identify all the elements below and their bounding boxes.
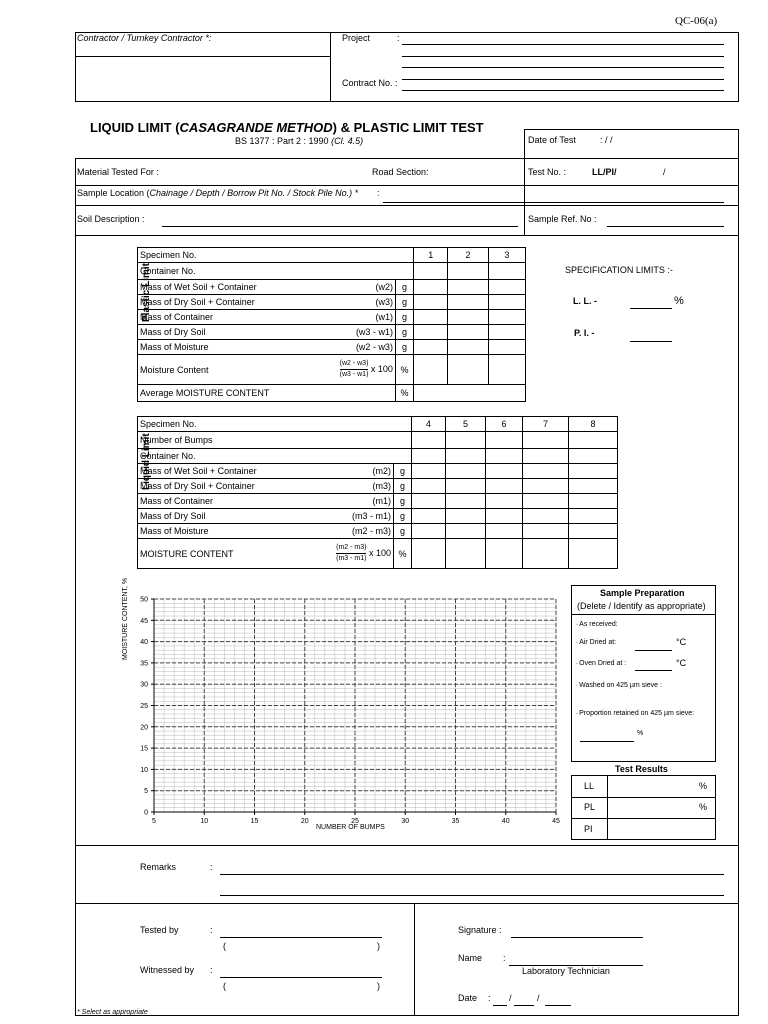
y-tick-label: 20 xyxy=(140,724,148,732)
washed-label: ◦ Washed on 425 µm sieve : xyxy=(576,682,662,689)
lab-tech-label: Laboratory Technician xyxy=(522,966,610,976)
tested-by-field[interactable] xyxy=(220,937,382,938)
witnessed-by-field[interactable] xyxy=(220,977,382,978)
contract-no-label: Contract No. : xyxy=(342,78,398,88)
pl-cell[interactable] xyxy=(488,263,525,280)
pl-row-unit: g xyxy=(395,310,413,325)
tested-by-paren-close: ) xyxy=(377,941,380,951)
pl-row-sym: (w2 - w3) xyxy=(311,340,396,355)
ll-cell[interactable] xyxy=(569,524,618,539)
tested-by-colon: : xyxy=(210,925,213,935)
pl-cell[interactable] xyxy=(488,340,525,355)
pl-moisture-formula: $\frac{(w2 - w3)}{(w3 - w1)}$ x 100 xyxy=(311,355,396,385)
ll-cell[interactable] xyxy=(523,509,569,524)
tested-by-label: Tested by xyxy=(140,925,179,935)
sample-location-field[interactable] xyxy=(383,202,724,203)
contractor-label: Contractor / Turnkey Contractor *: xyxy=(77,33,212,43)
moisture-vs-bumps-chart xyxy=(110,575,570,840)
ll-moisture-label: MOISTURE CONTENT xyxy=(138,539,306,569)
y-tick-label: 50 xyxy=(140,596,148,604)
pl-row-label: Container No. xyxy=(138,263,311,280)
ll-cell[interactable] xyxy=(412,449,446,464)
pl-row-sym: (w3) xyxy=(311,295,396,310)
doc-code: QC-06(a) xyxy=(675,15,718,27)
ll-cell[interactable] xyxy=(446,539,486,569)
ll-row-label: Number of Bumps xyxy=(138,432,412,449)
ll-row-sym: (m1) xyxy=(306,494,394,509)
air-dried-unit: °C xyxy=(676,637,687,647)
y-tick-label: 5 xyxy=(144,788,148,796)
oven-dried-unit: °C xyxy=(676,658,687,668)
project-colon: : xyxy=(397,33,400,43)
y-tick-label: 30 xyxy=(140,681,148,689)
date-slash-2: / xyxy=(537,993,540,1003)
x-tick-label: 5 xyxy=(152,818,156,825)
air-dried-label: ◦ Air Dried at: xyxy=(576,639,617,646)
ll-cell[interactable] xyxy=(412,464,446,479)
plastic-limit-table xyxy=(137,247,526,402)
pl-cell[interactable] xyxy=(488,355,525,385)
sample-prep-subtitle: (Delete / Identify as appropriate) xyxy=(577,601,706,611)
specimen-label: Specimen No. xyxy=(138,248,414,263)
x-tick-label: 10 xyxy=(200,818,209,825)
ll-cell[interactable] xyxy=(446,509,486,524)
y-tick-label: 40 xyxy=(140,639,148,647)
result-ll-unit: % xyxy=(699,781,708,791)
ll-cell[interactable] xyxy=(569,479,618,494)
pl-average-unit: % xyxy=(395,385,413,402)
chart-xlabel: NUMBER OF BUMPS xyxy=(316,824,385,831)
date-year-field[interactable] xyxy=(545,1005,571,1006)
ll-cell[interactable] xyxy=(523,479,569,494)
ll-row-unit: g xyxy=(394,524,412,539)
ll-cell[interactable] xyxy=(412,524,446,539)
ll-cell[interactable] xyxy=(569,494,618,509)
chart-ylabel: MOISTURE CONTENT, % xyxy=(122,577,129,660)
sample-location-label: Sample Location (Chainage / Depth / Borrow Pit No. / Stock Pile No.) * xyxy=(77,188,359,198)
remarks-colon: : xyxy=(210,862,213,872)
ll-row-label: Mass of Moisture xyxy=(138,524,306,539)
ll-cell[interactable] xyxy=(446,432,486,449)
ll-cell[interactable] xyxy=(569,464,618,479)
ll-row-label: Mass of Wet Soil + Container xyxy=(138,464,306,479)
ll-cell[interactable] xyxy=(486,432,523,449)
spec-ll-field[interactable] xyxy=(630,308,672,309)
sample-ref-label: Sample Ref. No : xyxy=(528,214,597,224)
ll-cell[interactable] xyxy=(523,539,569,569)
tested-by-paren-open: ( xyxy=(223,941,226,951)
pl-cell[interactable] xyxy=(414,295,448,310)
pl-cell[interactable] xyxy=(488,310,525,325)
ll-cell[interactable] xyxy=(446,494,486,509)
ll-moisture-formula: $\frac{(m2 - m3)}{(m3 - m1)}$ x 100 xyxy=(306,539,394,569)
page-title: LIQUID LIMIT (CASAGRANDE METHOD) & PLASTIC LIMIT TEST xyxy=(90,120,484,135)
signature-label: Signature : xyxy=(458,925,502,935)
y-tick-label: 25 xyxy=(140,703,148,710)
ll-row-unit: g xyxy=(394,464,412,479)
x-tick-label: 35 xyxy=(451,818,460,825)
ll-cell[interactable] xyxy=(446,449,486,464)
pl-cell[interactable] xyxy=(448,325,488,340)
ll-cell[interactable] xyxy=(486,449,523,464)
ll-cell[interactable] xyxy=(569,449,618,464)
ll-cell[interactable] xyxy=(569,539,618,569)
ll-cell[interactable] xyxy=(486,464,523,479)
ll-specimen-label: Specimen No. xyxy=(138,417,412,432)
witnessed-by-label: Witnessed by xyxy=(140,965,195,975)
result-pl-unit: % xyxy=(699,802,708,812)
date-slash-1: / xyxy=(509,993,512,1003)
pl-cell[interactable] xyxy=(448,280,488,295)
spec-ll-unit: % xyxy=(674,295,684,307)
sample-location-colon: : xyxy=(377,188,380,198)
liquid-limit-table xyxy=(137,416,618,569)
specimen-2: 2 xyxy=(448,248,488,263)
test-results-title: Test Results xyxy=(615,764,668,774)
pl-row-sym xyxy=(311,263,396,280)
x-tick-label: 40 xyxy=(501,818,510,825)
pl-row-label: Mass of Dry Soil + Container xyxy=(138,295,311,310)
ll-cell[interactable] xyxy=(569,432,618,449)
specimen-8: 8 xyxy=(569,417,618,432)
pl-row-unit: g xyxy=(395,325,413,340)
liquid-limit-side-label: Liquid Limit xyxy=(141,433,152,490)
as-received-label: ◦ As received: xyxy=(576,621,618,628)
date-of-test-field[interactable]: : / / xyxy=(600,135,613,145)
specimen-5: 5 xyxy=(446,417,486,432)
road-section-label: Road Section: xyxy=(372,167,429,177)
test-no-slash: / xyxy=(663,167,666,177)
ll-row-sym: (m2) xyxy=(306,464,394,479)
pl-average-cell[interactable] xyxy=(414,385,526,402)
ll-cell[interactable] xyxy=(523,494,569,509)
ll-row-sym: (m3 - m1) xyxy=(306,509,394,524)
spec-ll-label: L. L. - xyxy=(573,296,597,306)
ll-cell[interactable] xyxy=(486,494,523,509)
specimen-3: 3 xyxy=(488,248,525,263)
ll-cell[interactable] xyxy=(486,539,523,569)
proportion-label: ◦ Proportion retained on 425 µm sieve: xyxy=(576,710,695,717)
pl-row-sym: (w1) xyxy=(311,310,396,325)
pl-average-label: Average MOISTURE CONTENT xyxy=(138,385,396,402)
ll-cell[interactable] xyxy=(446,464,486,479)
page-subtitle: BS 1377 : Part 2 : 1990 (Cl. 4.5) xyxy=(235,136,364,146)
y-tick-label: 10 xyxy=(140,766,148,774)
specimen-6: 6 xyxy=(486,417,523,432)
pl-row-sym: (w2) xyxy=(311,280,396,295)
ll-cell[interactable] xyxy=(446,479,486,494)
pl-row-label: Mass of Moisture xyxy=(138,340,311,355)
pl-cell[interactable] xyxy=(414,325,448,340)
project-label: Project xyxy=(342,33,371,43)
remarks-label: Remarks xyxy=(140,862,177,872)
ll-cell[interactable] xyxy=(523,464,569,479)
oven-dried-label: ◦ Oven Dried at : xyxy=(576,660,627,667)
signature-field[interactable] xyxy=(511,937,643,938)
spec-pi-label: P. I. - xyxy=(574,328,595,338)
ll-row-label: Mass of Dry Soil + Container xyxy=(138,479,306,494)
pl-row-label: Mass of Container xyxy=(138,310,311,325)
ll-row-sym: (m3) xyxy=(306,479,394,494)
test-no-value: LL/PI/ xyxy=(592,167,617,177)
air-dried-field[interactable] xyxy=(635,650,672,651)
date-month-field[interactable] xyxy=(514,1005,534,1006)
pl-cell[interactable] xyxy=(488,280,525,295)
x-tick-label: 30 xyxy=(401,818,410,825)
pl-cell[interactable] xyxy=(414,310,448,325)
ll-cell[interactable] xyxy=(412,432,446,449)
remarks-line-2[interactable] xyxy=(220,895,724,896)
ll-row-label: Mass of Container xyxy=(138,494,306,509)
proportion-field[interactable] xyxy=(580,741,634,742)
x-tick-label: 45 xyxy=(552,818,560,825)
pl-cell[interactable] xyxy=(448,310,488,325)
plastic-limit-side-label: Plastic Limit xyxy=(141,263,152,322)
pl-row-label: Mass of Wet Soil + Container xyxy=(138,280,311,295)
pl-cell[interactable] xyxy=(414,263,448,280)
pl-moisture-unit: % xyxy=(395,355,413,385)
ll-cell[interactable] xyxy=(412,509,446,524)
ll-cell[interactable] xyxy=(523,449,569,464)
pl-row-unit: g xyxy=(395,340,413,355)
pl-cell[interactable] xyxy=(448,295,488,310)
ll-cell[interactable] xyxy=(486,524,523,539)
y-tick-label: 45 xyxy=(140,617,148,625)
pl-cell[interactable] xyxy=(488,295,525,310)
pl-moisture-label: Moisture Content xyxy=(138,355,311,385)
pl-cell[interactable] xyxy=(414,280,448,295)
soil-description-label: Soil Description : xyxy=(77,214,145,224)
sample-prep-box xyxy=(571,585,716,762)
ll-row-unit: g xyxy=(394,494,412,509)
result-pi-label: PI xyxy=(584,824,593,834)
material-tested-label: Material Tested For : xyxy=(77,167,159,177)
ll-row-unit: g xyxy=(394,479,412,494)
pl-row-label: Mass of Dry Soil xyxy=(138,325,311,340)
ll-cell[interactable] xyxy=(523,524,569,539)
sample-ref-field[interactable] xyxy=(607,226,724,227)
specimen-4: 4 xyxy=(412,417,446,432)
witnessed-by-paren-close: ) xyxy=(377,981,380,991)
date-label: Date xyxy=(458,993,478,1003)
date-day-field[interactable] xyxy=(493,1005,507,1006)
ll-cell[interactable] xyxy=(486,479,523,494)
result-pl-label: PL xyxy=(584,802,596,812)
ll-row-unit: g xyxy=(394,509,412,524)
pl-row-unit: g xyxy=(395,280,413,295)
pl-row-unit: g xyxy=(395,295,413,310)
pl-cell[interactable] xyxy=(414,355,448,385)
spec-limits-title: SPECIFICATION LIMITS :- xyxy=(565,265,673,275)
sample-prep-title: Sample Preparation xyxy=(600,588,685,598)
witnessed-by-colon: : xyxy=(210,965,213,975)
pl-row-sym: (w3 - w1) xyxy=(311,325,396,340)
result-ll-label: LL xyxy=(584,781,595,791)
witnessed-by-paren-open: ( xyxy=(223,981,226,991)
proportion-unit: % xyxy=(637,730,644,737)
x-tick-label: 15 xyxy=(250,818,259,825)
specimen-7: 7 xyxy=(523,417,569,432)
name-colon: : xyxy=(503,953,506,963)
x-tick-label: 25 xyxy=(351,818,359,825)
y-tick-label: 35 xyxy=(140,660,148,668)
test-no-label: Test No. : xyxy=(528,167,567,177)
pl-cell[interactable] xyxy=(448,263,488,280)
ll-cell[interactable] xyxy=(412,494,446,509)
ll-cell[interactable] xyxy=(569,509,618,524)
specimen-1: 1 xyxy=(414,248,448,263)
pl-cell[interactable] xyxy=(448,355,488,385)
ll-moisture-unit: % xyxy=(394,539,412,569)
x-tick-label: 20 xyxy=(300,818,309,825)
ll-row-label: Container No. xyxy=(138,449,412,464)
remarks-line-1[interactable] xyxy=(220,874,724,875)
ll-cell[interactable] xyxy=(446,524,486,539)
date-of-test-label: Date of Test xyxy=(528,135,576,145)
spec-pi-field[interactable] xyxy=(630,341,672,342)
pl-cell[interactable] xyxy=(448,340,488,355)
date-colon: : xyxy=(488,993,491,1003)
ll-cell[interactable] xyxy=(523,432,569,449)
soil-description-field[interactable] xyxy=(162,226,518,227)
ll-cell[interactable] xyxy=(412,479,446,494)
footnote: * Select as appropriate xyxy=(77,1009,148,1016)
y-tick-label: 15 xyxy=(140,745,148,753)
ll-row-label: Mass of Dry Soil xyxy=(138,509,306,524)
ll-cell[interactable] xyxy=(486,509,523,524)
oven-dried-field[interactable] xyxy=(635,670,672,671)
name-label: Name xyxy=(458,953,483,963)
pl-cell[interactable] xyxy=(488,325,525,340)
pl-cell[interactable] xyxy=(414,340,448,355)
ll-cell[interactable] xyxy=(412,539,446,569)
ll-row-sym: (m2 - m3) xyxy=(306,524,394,539)
y-tick-label: 0 xyxy=(144,809,148,817)
